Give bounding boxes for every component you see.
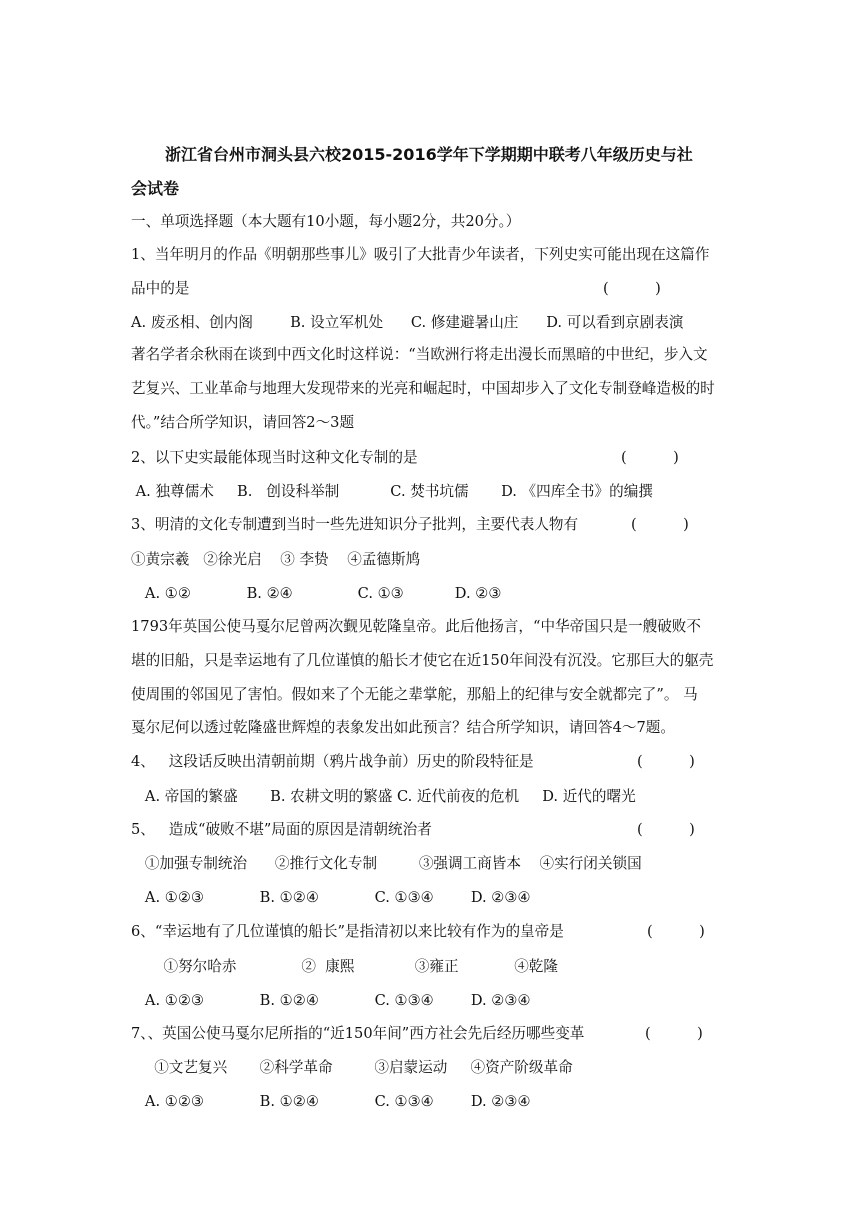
question-4-answer-blank: ( ) (637, 753, 695, 770)
passage-2-line-1: 1793年英国公使马戛尔尼曾两次觐见乾隆皇帝。此后他扬言，“中华帝国只是一艘破败不 (131, 618, 701, 635)
passage-2-line-4: 戛尔尼何以透过乾隆盛世辉煌的表象发出如此预言？结合所学知识，请回答4～7题。 (131, 719, 675, 736)
passage-2-line-3: 使周围的邻国见了害怕。假如来了个无能之辈掌舵，那船上的纪律与安全就都完了”。 马 (131, 686, 698, 703)
question-5-stem: 5、 造成“破败不堪”局面的原因是清朝统治者 (131, 821, 432, 838)
question-2-answer-blank: ( ) (621, 449, 679, 466)
question-3-options: A. ①② B. ②④ C. ①③ D. ②③ (131, 585, 502, 602)
question-3-answer-blank: ( ) (631, 516, 689, 533)
question-5-answer-blank: ( ) (637, 821, 695, 838)
passage-1-line-3: 代。”结合所学知识，请回答2～3题 (131, 414, 355, 431)
question-5-items: ①加强专制统治 ②推行文化专制 ③强调工商皆本 ④实行闭关锁国 (131, 855, 642, 872)
section-heading: 一、单项选择题（本大题有10小题，每小题2分，共20分。） (131, 213, 521, 230)
question-3-items: ①黄宗羲 ②徐光启 ③ 李贽 ④孟德斯鸠 (131, 551, 421, 568)
question-6-items: ①努尔哈赤 ② 康熙 ③雍正 ④乾隆 (131, 958, 558, 975)
question-6-stem: 6、“幸运地有了几位谨慎的船长”是指清初以来比较有作为的皇帝是 (131, 923, 564, 940)
question-1-options: A. 废丞相、创内阁 B. 设立军机处 C. 修建避暑山庄 D. 可以看到京剧表演 (131, 314, 684, 331)
question-1-answer-blank: ( ) (603, 280, 661, 297)
question-7-answer-blank: ( ) (645, 1025, 703, 1042)
passage-2-line-2: 堪的旧船，只是幸运地有了几位谨慎的船长才使它在近150年间没有沉没。它那巨大的躯壳 (131, 652, 714, 669)
question-7-stem: 7、、英国公使马戛尔尼所指的“近150年间”西方社会先后经历哪些变革 (131, 1025, 585, 1042)
question-7-items: ①文艺复兴 ②科学革命 ③启蒙运动 ④资产阶级革命 (131, 1059, 573, 1076)
passage-1-line-2: 艺复兴、工业革命与地理大发现带来的光亮和崛起时，中国却步入了文化专制登峰造极的时 (131, 380, 715, 397)
question-5-options: A. ①②③ B. ①②④ C. ①③④ D. ②③④ (131, 889, 531, 906)
question-2-options: A. 独尊儒术 B. 创设科举制 C. 焚书坑儒 D. 《四库全书》的编撰 (131, 483, 653, 500)
question-1-stem-line-1: 1、当年明月的作品《明朝那些事儿》吸引了大批青少年读者，下列史实可能出现在这篇作 (131, 246, 710, 263)
question-6-options: A. ①②③ B. ①②④ C. ①③④ D. ②③④ (131, 992, 531, 1009)
question-4-options: A. 帝国的繁盛 B. 农耕文明的繁盛 C. 近代前夜的危机 D. 近代的曙光 (131, 788, 636, 805)
question-2-stem: 2、以下史实最能体现当时这种文化专制的是 (131, 449, 418, 466)
question-1-stem-line-2: 品中的是 (131, 280, 190, 297)
question-3-stem: 3、明清的文化专制遭到当时一些先进知识分子批判，主要代表人物有 (131, 516, 579, 533)
exam-title-line-1: 浙江省台州市洞头县六校2015-2016学年下学期期中联考八年级历史与社 (165, 145, 693, 164)
exam-title-line-2: 会试卷 (131, 179, 180, 198)
question-7-options: A. ①②③ B. ①②④ C. ①③④ D. ②③④ (131, 1093, 531, 1110)
question-6-answer-blank: ( ) (647, 923, 705, 940)
passage-1-line-1: 著名学者余秋雨在谈到中西文化时这样说：“当欧洲行将走出漫长而黑暗的中世纪，步入文 (131, 346, 708, 363)
question-4-stem: 4、 这段话反映出清朝前期（鸦片战争前）历史的阶段特征是 (131, 753, 534, 770)
